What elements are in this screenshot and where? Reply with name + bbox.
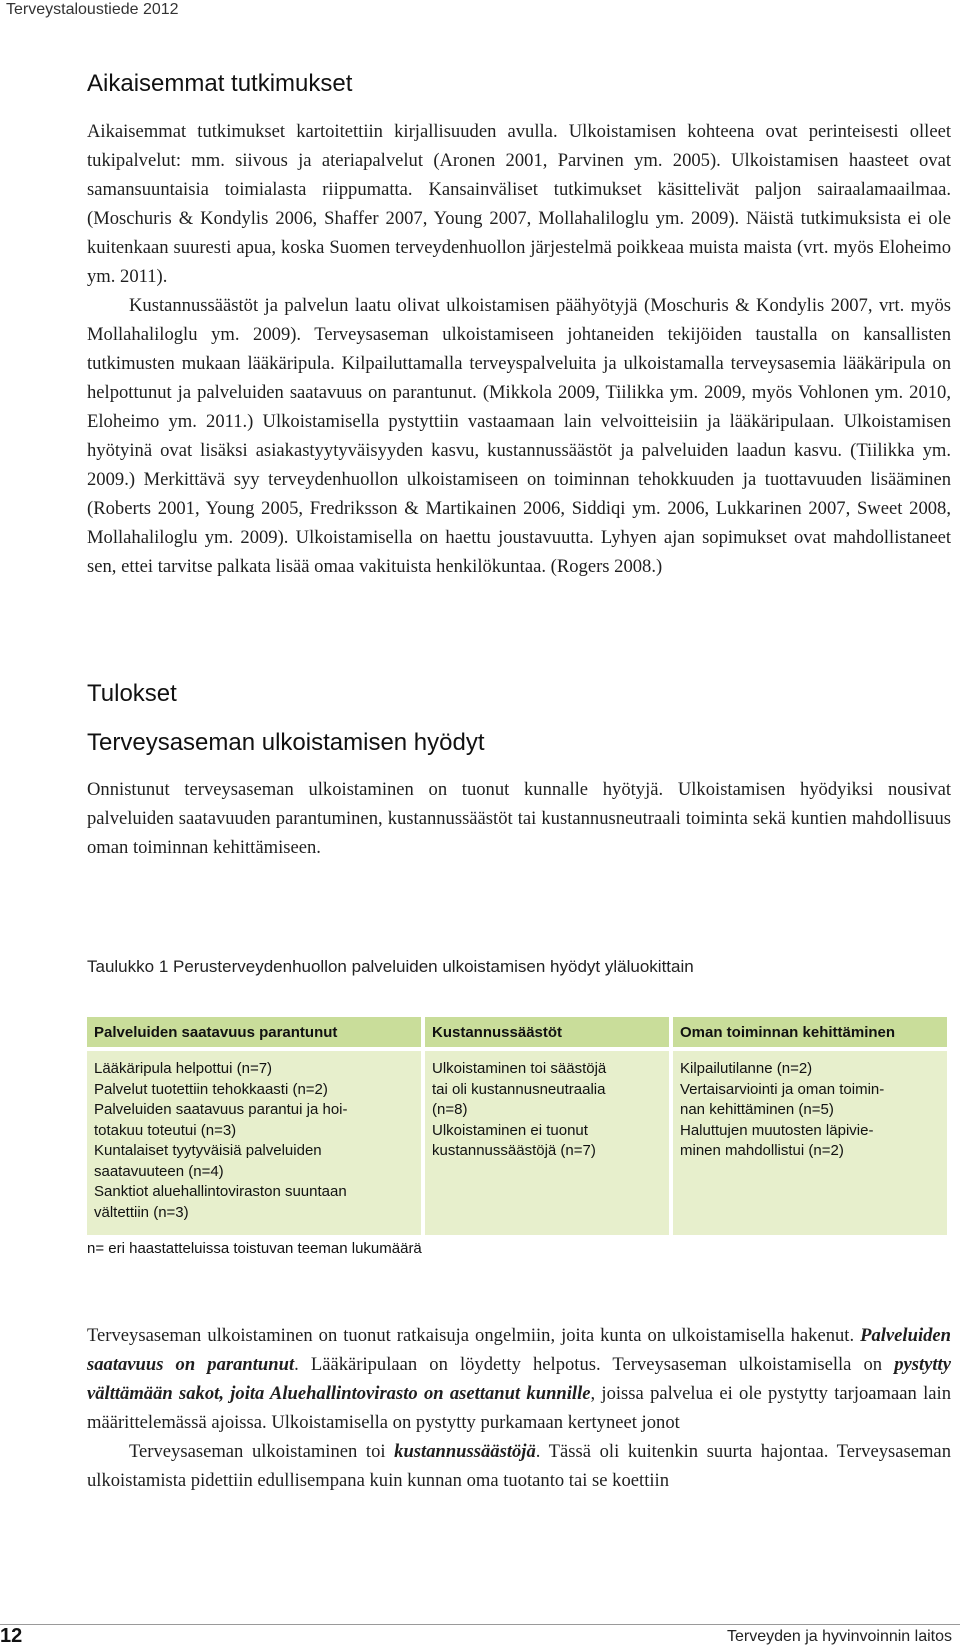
cell-line: saatavuuteen (n=4) [94, 1162, 224, 1180]
cell-line: minen mahdollistui (n=2) [680, 1142, 844, 1159]
cell-line: Haluttujen muutosten läpivie- [680, 1121, 874, 1139]
paragraph: Aikaisemmat tutkimukset kartoitettiin kirjallisuuden avulla. Ulkoistamisen kohteena ovat perinteisesti olleet tukipalvelut: mm. siivous ja ateriapalvelut (Aronen 2001, Parvinen ym. 2005). Ulkoistamisen haasteet ovat samansuuntaisia toimialasta riippumatta. Kansainväliset tutkimukset käsittelivät paljon sairaalamaailmaa. (Moschuris & Kondylis 2006, Shaffer 2007, Young 2007, Mollahaliloglu ym. 2009). Näistä tutkimuksista ei ole kuitenkaan suuresti apua, koska Suomen terveydenhuollon järjestelmä poikkeaa muista maista (vrt. myös Eloheimo ym. 2011). [87, 121, 951, 287]
paragraph: Kustannussäästöt ja palvelun laatu olivat ulkoistamisen päähyötyjä (Moschuris & Kondylis 2007, vrt. myös Mollahaliloglu ym. 2009). Terveysaseman ulkoistamiseen johtaneiden tekijöiden taustalla on kansallisten tutkimusten mukaan lääkäripula. Kilpailuttamalla terveyspalveluita ja ulkoistamalla terveysasemia lääkäripula on helpottunut ja palveluiden saatavuus on parantunut. (Mikkola 2009, Tiilikka ym. 2009, myös Vohlonen ym. 2010, Eloheimo ym. 2011.) Ulkoistamisella pystyttiin vastaamaan lain velvoitteisiin ja lääkäripulaan. Ulkoistamisen hyötyinä ovat lisäksi asiakastyytyväisyyden kasvu, kustannussäästöt ja palveluiden laadun kasvu. (Tiilikka ym. 2009.) Merkittävä syy terveydenhuollon ulkoistamiseen on toiminnan tehokkuuden ja tuottavuuden lisääminen (Roberts 2001, Young 2005, Fredriksson & Martikainen 2006, Siddiqi ym. 2006, Lukkarinen 2007, Sweet 2008, Mollahaliloglu ym. 2009). Ulkoistamisella on haettu joustavuutta. Lyhyen ajan sopimukset ovat mahdollistaneet sen, ettei tarvitse palkata lisää omaa vakituista henkilökuntaa. (Rogers 2008.) [87, 295, 951, 577]
paragraph [87, 1321, 951, 1437]
section-body-discussion [87, 1321, 951, 1495]
cell-line: Ulkoistaminen toi säästöjä [432, 1060, 607, 1077]
table-header-row [87, 1017, 947, 1049]
cell-line: vältettiin (n=3) [94, 1203, 189, 1221]
running-header: Terveystaloustiede 2012 [6, 1, 179, 18]
section-body-previous-research [87, 117, 951, 581]
cell-line: Palvelut tuotettiin tehokkaasti (n=2) [94, 1080, 328, 1098]
table-cell-availability [87, 1049, 423, 1235]
cell-line: Vertaisarviointi ja oman toimin- [680, 1080, 885, 1098]
text-run: Terveysaseman ulkoistaminen on tuonut ratkaisuja ongelmiin, joita kunta on ulkoistamisella hakenut. [87, 1325, 861, 1346]
cell-line: totakuu toteutui (n=3) [94, 1121, 237, 1139]
table-header-cell: Kustannussäästöt [423, 1017, 671, 1049]
table-note: n= eri haastatteluissa toistuvan teeman lukumäärä [87, 1240, 422, 1257]
cell-line: Sanktiot aluehallintoviraston suuntaan [94, 1183, 347, 1200]
table-cell-own-development [671, 1049, 947, 1235]
section-title-results: Tulokset [87, 680, 177, 707]
cell-line: nan kehittäminen (n=5) [680, 1101, 834, 1118]
emphasis-cost-savings: kustannussäästöjä [394, 1441, 536, 1462]
emphasis-sanctions: pystytty välttämään sakot, joita Aluehallintovirasto on asettanut kunnille [87, 1354, 951, 1404]
table-header-cell: Oman toiminnan kehittäminen [671, 1017, 947, 1049]
cell-line: Palveluiden saatavuus parantui ja hoi- [94, 1101, 348, 1118]
cell-line: Ulkoistaminen ei tuonut [432, 1121, 588, 1139]
section-body-results [87, 775, 951, 862]
section-title-previous-research: Aikaisemmat tutkimukset [87, 70, 353, 97]
text-run: . Lääkäripulaan on löydetty helpotus. Terveysaseman ulkoistamisella on [294, 1354, 895, 1375]
emphasis-availability: Palveluiden saatavuus on parantunut [87, 1325, 951, 1375]
text-run: . Tässä oli kuitenkin suurta hajontaa. Terveysaseman ulkoistamista pidettiin edullisempana kuin kunnan oma tuotanto tai se koettiin [87, 1441, 951, 1491]
table-cell-cost-savings [423, 1049, 671, 1235]
benefits-table [87, 1017, 947, 1235]
table-header-cell: Palveluiden saatavuus parantunut [87, 1017, 423, 1049]
cell-line: Kuntalaiset tyytyväisiä palveluiden [94, 1142, 322, 1159]
publisher-name: Terveyden ja hyvinvoinnin laitos [726, 1628, 952, 1645]
cell-line: tai oli kustannusneutraalia [432, 1080, 606, 1098]
cell-line: kustannussäästöjä (n=7) [432, 1142, 596, 1159]
paragraph: Onnistunut terveysaseman ulkoistaminen on tuonut kunnalle hyötyjä. Ulkoistamisen hyödyiksi nousivat palveluiden saatavuuden parantuminen, kustannussäästöt tai kustannusneutraali toiminta sekä kuntien mahdollisuus oman toiminnan kehittämiseen. [87, 779, 951, 858]
text-run: Terveysaseman ulkoistaminen toi [129, 1441, 395, 1462]
table-caption: Taulukko 1 Perusterveydenhuollon palveluiden ulkoistamisen hyödyt yläluokittain [87, 957, 694, 976]
paragraph [87, 1437, 951, 1495]
text-run: , joissa palvelua ei ole pystytty tarjoamaan lain määrittelemässä ajoissa. Ulkoistamisella on pystytty purkamaan kertyneet jonot [87, 1383, 951, 1433]
footer-divider [0, 1624, 960, 1625]
cell-line: Lääkäripula helpottui (n=7) [94, 1060, 273, 1077]
page-number: 12 [0, 1625, 23, 1647]
cell-line: Kilpailutilanne (n=2) [680, 1060, 813, 1077]
cell-line: (n=8) [432, 1101, 468, 1118]
subsection-title-benefits: Terveysaseman ulkoistamisen hyödyt [87, 729, 485, 756]
table-row [87, 1049, 947, 1235]
